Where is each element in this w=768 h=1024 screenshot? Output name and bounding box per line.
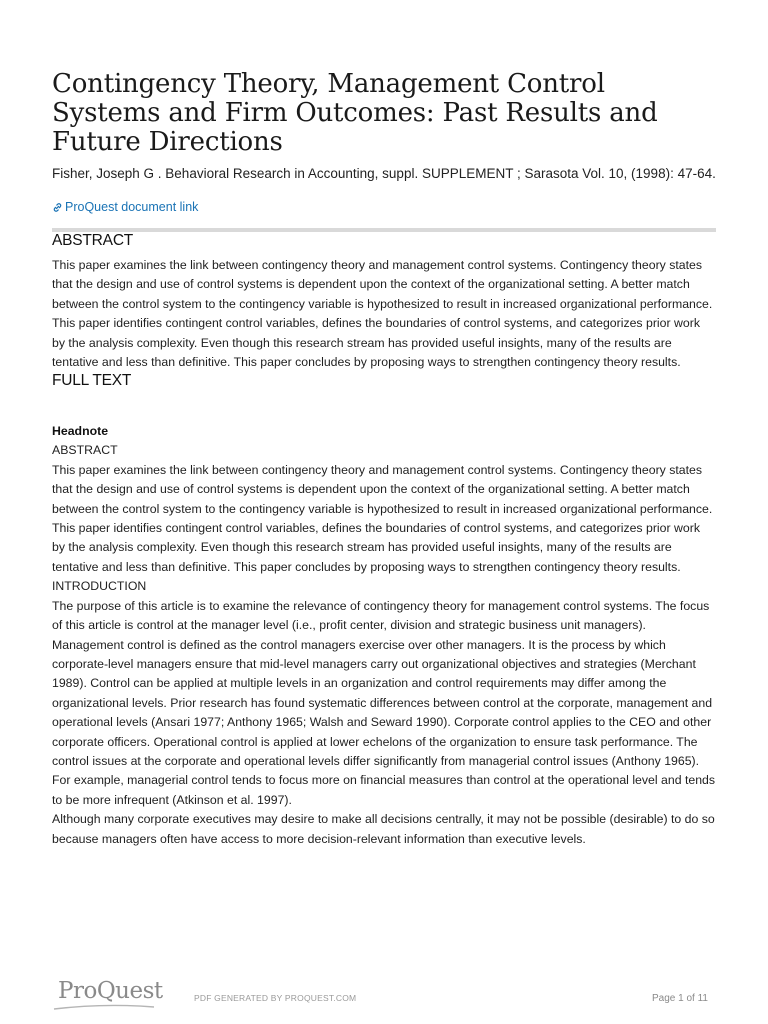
- citation: Fisher, Joseph G . Behavioral Research in Accounting, suppl. SUPPLEMENT ; Sarasota Vol. 10, (1998): 47-64.: [52, 166, 716, 181]
- fulltext-abstract-label: ABSTRACT: [52, 443, 118, 458]
- full-text-heading: FULL TEXT: [52, 372, 132, 390]
- logo-swoosh-icon: [52, 1002, 156, 1012]
- page-number: Page 1 of 11: [652, 993, 708, 1004]
- document-page: [52, 70, 716, 849]
- proquest-logo: ProQuest: [58, 978, 163, 1004]
- introduction-paragraph-2: Although many corporate executives may desire to make all decisions centrally, it may not be possible (desirable) to do so because managers often have access to more decision-relevant information than executive levels.: [52, 812, 715, 846]
- introduction-label: INTRODUCTION: [52, 579, 147, 594]
- fulltext-abstract-text: This paper examines the link between contingency theory and management control systems. Contingency theory states that the design and use of control systems is dependent upon the context of the organizational setting. A better match between the control system to the contingency variable is hypothesized to result in increased organizational performance. This paper identifies contingent control variables, defines the boundaries of control systems, and categorizes prior work by the analysis complexity. Even though this research stream has provided useful insights, many of the results are tentative and less than definitive. This paper concludes by proposing ways to strengthen contingency theory results.: [52, 462, 713, 574]
- headnote-label: Headnote: [52, 424, 109, 439]
- link-icon: [52, 202, 63, 213]
- introduction-paragraph-1: The purpose of this article is to examine the relevance of contingency theory for management control systems. The focus of this article is control at the manager level (i.e., profit center, division and strategic business unit managers). Management control is defined as the control managers exercise over other managers. It is the process by which corporate-level managers ensure that mid-level managers carry out organizational objectives and strategies (Merchant 1989). Control can be applied at multiple levels in an organization and control requirements may differ among the organizational levels. Prior research has found systematic differences between control at the corporate, management and operational levels (Ansari 1977; Anthony 1965; Walsh and Seward 1990). Corporate control applies to the CEO and other corporate officers. Operational control is applied at lower echelons of the organization to ensure task performance. The control issues at the corporate and operational levels differ significantly from managerial control issues (Anthony 1965). For example, managerial control tends to focus more on financial measures than control at the operational level and tends to be more infrequent (Atkinson et al. 1997).: [52, 598, 716, 807]
- abstract-heading: ABSTRACT: [52, 232, 134, 249]
- page-footer: [0, 978, 768, 1018]
- proquest-document-link[interactable]: [52, 200, 716, 214]
- generated-by-text: PDF GENERATED BY PROQUEST.COM: [194, 993, 357, 1003]
- document-title: Contingency Theory, Management Control Systems and Firm Outcomes: Past Results and Future Directions: [52, 69, 658, 157]
- abstract-text: This paper examines the link between contingency theory and management control systems. Contingency theory states that the design and use of control systems is dependent upon the context of the organizational setting. A better match between the control system to the contingency variable is hypothesized to result in increased organizational performance. This paper identifies contingent control variables, defines the boundaries of control systems, and categorizes prior work by the analysis complexity. Even though this research stream has provided useful insights, many of the results are tentative and less than definitive. This paper concludes by proposing ways to strengthen contingency theory results.: [52, 258, 713, 370]
- link-label: ProQuest document link: [65, 200, 199, 214]
